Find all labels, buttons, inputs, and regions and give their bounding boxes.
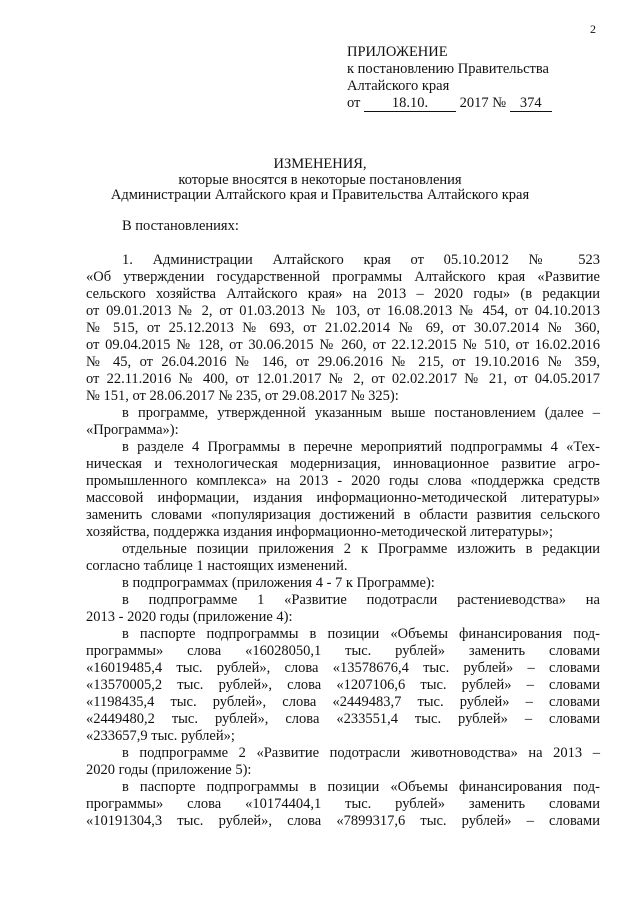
body-line: в разделе 4 Программы в перечне мероприятий подпрограммы 4 «Тех- — [122, 439, 600, 455]
body-line: «233657,9 тыс. рублей»; — [86, 728, 235, 744]
body-line: «13570005,2 тыс. рублей», слова «1207106,6 тыс. рублей» – словами — [86, 677, 600, 693]
body-line: промышленного комплекса» на 2013 - 2020 годы слова «поддержка средств — [86, 473, 600, 489]
body-line: 2020 годы (приложение 5): — [86, 762, 252, 778]
body-line: «16019485,4 тыс. рублей», слова «13578676,4 тыс. рублей» – словами — [86, 660, 600, 676]
appendix-number: 374 — [510, 96, 552, 112]
appendix-line: к постановлению Правительства — [347, 61, 549, 77]
body-line: «1198435,4 тыс. рублей», слова «2449483,7 тыс. рублей» – словами — [86, 694, 600, 710]
appendix-date: 18.10. — [364, 96, 456, 112]
appendix-date-line — [347, 95, 552, 112]
body-line: 1. Администрации Алтайского края от 05.10.2012 № 523 — [122, 252, 600, 268]
body-line: в подпрограммах (приложения 4 - 7 к Программе): — [122, 575, 435, 591]
body-line: программы» слова «16028050,1 тыс. рублей» заменить словами — [86, 643, 600, 659]
appendix-year: 2017 № — [459, 95, 507, 111]
body-line: «Программа»): — [86, 422, 179, 438]
body-line: «2449480,2 тыс. рублей», слова «233551,4 тыс. рублей» – словами — [86, 711, 600, 727]
body-line: заменить словами «популяризация достижений в области развития сельского — [86, 507, 600, 523]
appendix-title: ПРИЛОЖЕНИЕ — [347, 44, 448, 60]
body-line: «Об утверждении государственной программы Алтайского края «Развитие — [86, 269, 600, 285]
body-line: № 45, от 26.04.2016 № 146, от 29.06.2016 № 215, от 19.10.2016 № 359, — [86, 354, 600, 370]
body-line: массовой информации, издания информационно-методической литературы» — [86, 490, 600, 506]
body-line: в подпрограмме 1 «Развитие подотрасли растениеводства» на — [122, 592, 600, 608]
body-line: «10191304,3 тыс. рублей», слова «7899317,6 тыс. рублей» – словами — [86, 813, 600, 829]
body-line: хозяйства, поддержка издания информационно-методической литературы»; — [86, 524, 554, 540]
heading-title: ИЗМЕНЕНИЯ, — [273, 156, 367, 172]
body-line: в паспорте подпрограммы в позиции «Объемы финансирования под- — [122, 626, 600, 642]
body-line: № 515, от 25.12.2013 № 693, от 21.02.2014 № 69, от 30.07.2014 № 360, — [86, 320, 600, 336]
document-heading — [0, 157, 640, 204]
body-line: согласно таблице 1 настоящих изменений. — [86, 558, 348, 574]
body-line: от 22.11.2016 № 400, от 12.01.2017 № 2, от 02.02.2017 № 21, от 04.05.2017 — [86, 371, 600, 387]
intro-line: В постановлениях: — [122, 218, 239, 234]
appendix-line: Алтайского края — [347, 78, 450, 94]
body-line: от 09.01.2013 № 2, от 01.03.2013 № 103, от 16.08.2013 № 454, от 04.10.2013 — [86, 303, 600, 319]
appendix-block — [347, 44, 552, 112]
body-line: программы» слова «10174404,1 тыс. рублей» заменить словами — [86, 796, 600, 812]
body-line: ническая и технологическая модернизация, инновационное развитие агро- — [86, 456, 600, 472]
heading-subtitle: Администрации Алтайского края и Правительства Алтайского края — [110, 187, 530, 203]
body-line: отдельные позиции приложения 2 к Программе изложить в редакции — [122, 541, 600, 557]
body-line: в подпрограмме 2 «Развитие подотрасли животноводства» на 2013 – — [122, 745, 600, 761]
document-body — [86, 218, 600, 830]
body-line: от 09.04.2015 № 128, от 30.06.2015 № 260, от 22.12.2015 № 510, от 16.02.2016 — [86, 337, 600, 353]
from-label: от — [347, 95, 361, 111]
heading-subtitle: которые вносятся в некоторые постановления — [178, 171, 462, 188]
page-number: 2 — [590, 22, 596, 36]
body-line: № 151, от 28.06.2017 № 235, от 29.08.2017 № 325): — [86, 388, 399, 404]
body-line: сельского хозяйства Алтайского края» на 2013 – 2020 годы» (в редакции — [86, 286, 600, 302]
body-line: в программе, утвержденной указанным выше постановлением (далее – — [122, 405, 600, 421]
body-line: 2013 - 2020 годы (приложение 4): — [86, 609, 293, 625]
body-line: в паспорте подпрограммы в позиции «Объемы финансирования под- — [122, 779, 600, 795]
